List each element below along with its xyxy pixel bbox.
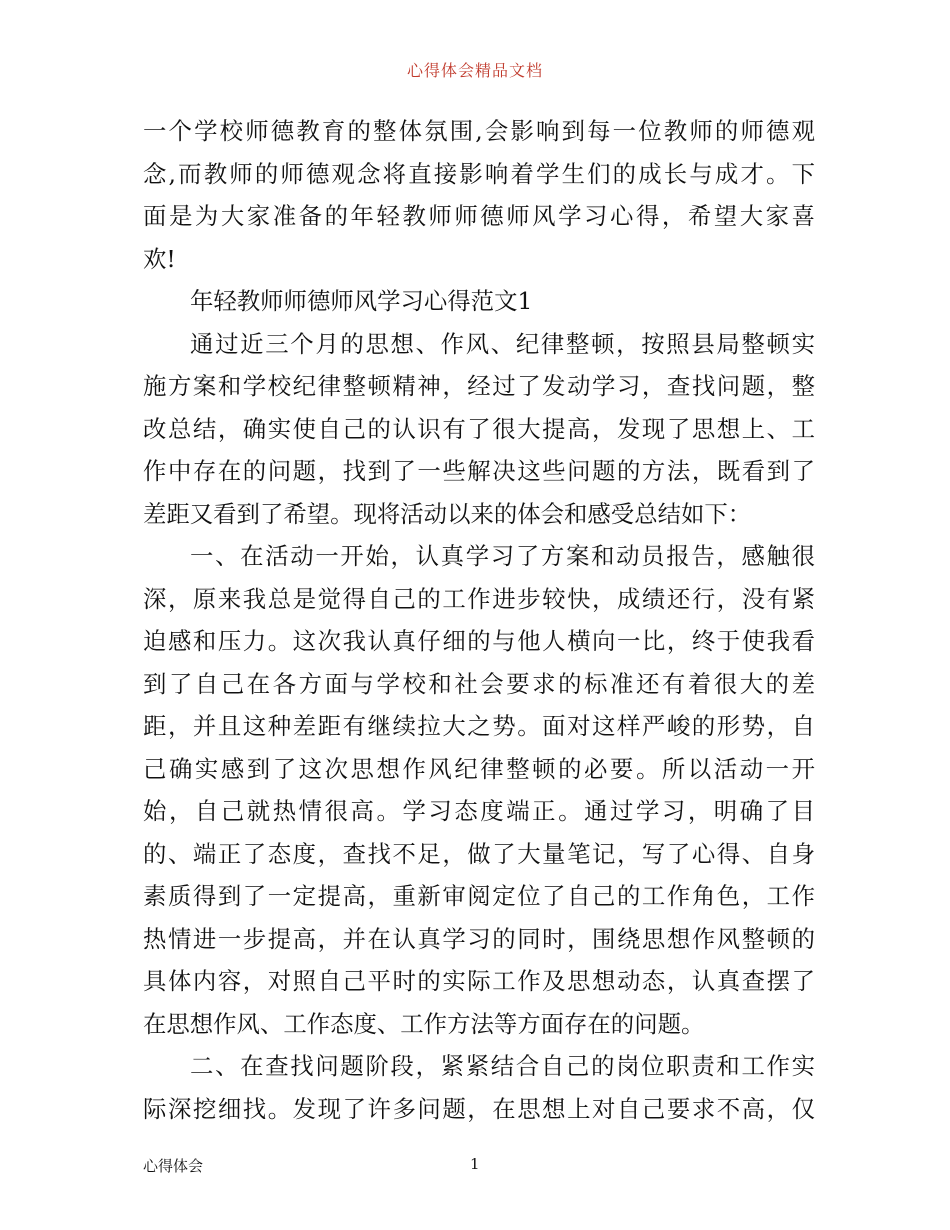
page-header-title: 心得体会精品文档 xyxy=(406,61,543,80)
body-text-line: 具体内容，对照自己平时的实际工作及思想动态，认真查摆了 xyxy=(143,967,815,995)
footer-label: 心得体会 xyxy=(143,1157,204,1175)
body-text-line: 差距又看到了希望。现将活动以来的体会和感受总结如下： xyxy=(143,499,752,528)
body-text-line: 一、在活动一开始，认真学习了方案和动员报告，感触很 xyxy=(190,542,815,570)
body-text-line: 作中存在的问题，找到了一些解决这些问题的方法，既看到了 xyxy=(143,457,815,485)
body-text-line: 施方案和学校纪律整顿精神，经过了发动学习，查找问题，整 xyxy=(143,372,815,400)
body-text-line: 通过近三个月的思想、作风、纪律整顿，按照县局整顿实 xyxy=(190,329,815,358)
body-text-line: 迫感和压力。这次我认真仔细的与他人横向一比，终于使我看 xyxy=(143,627,815,655)
body-text-line: 距，并且这种差距有继续拉大之势。面对这样严峻的形势，自 xyxy=(143,712,815,740)
body-text-line: 的、端正了态度，查找不足，做了大量笔记，写了心得、自身 xyxy=(143,839,815,868)
body-text-line: 热情进一步提高，并在认真学习的同时，围绕思想作风整顿的 xyxy=(143,924,815,953)
body-text-line: 年轻教师师德师风学习心得范文1 xyxy=(190,287,533,315)
body-text-line: 际深挖细找。发现了许多问题，在思想上对自己要求不高，仅 xyxy=(143,1094,815,1123)
body-text-line: 面是为大家准备的年轻教师师德师风学习心得，希望大家喜 xyxy=(143,202,815,230)
body-text-line: 始，自己就热情很高。学习态度端正。通过学习，明确了目 xyxy=(143,797,815,825)
body-text-line: 在思想作风、工作态度、工作方法等方面存在的问题。 xyxy=(143,1009,705,1038)
page-number: 1 xyxy=(470,1155,480,1173)
document-body xyxy=(143,110,815,1130)
body-text-line: 到了自己在各方面与学校和社会要求的标准还有着很大的差 xyxy=(143,669,815,698)
body-text-line: 一个学校师德教育的整体氛围,会影响到每一位教师的师德观 xyxy=(143,117,815,145)
body-text-line: 欢! xyxy=(143,244,176,273)
body-text-line: 念,而教师的师德观念将直接影响着学生们的成长与成才。下 xyxy=(143,159,815,188)
body-text-line: 己确实感到了这次思想作风纪律整顿的必要。所以活动一开 xyxy=(143,754,815,783)
body-text-line: 深，原来我总是觉得自己的工作进步较快，成绩还行，没有紧 xyxy=(143,584,815,613)
body-text-line: 改总结，确实使自己的认识有了很大提高，发现了思想上、工 xyxy=(143,414,815,443)
body-text-line: 二、在查找问题阶段，紧紧结合自己的岗位职责和工作实 xyxy=(190,1052,815,1080)
body-text-line: 素质得到了一定提高，重新审阅定位了自己的工作角色，工作 xyxy=(143,882,815,910)
